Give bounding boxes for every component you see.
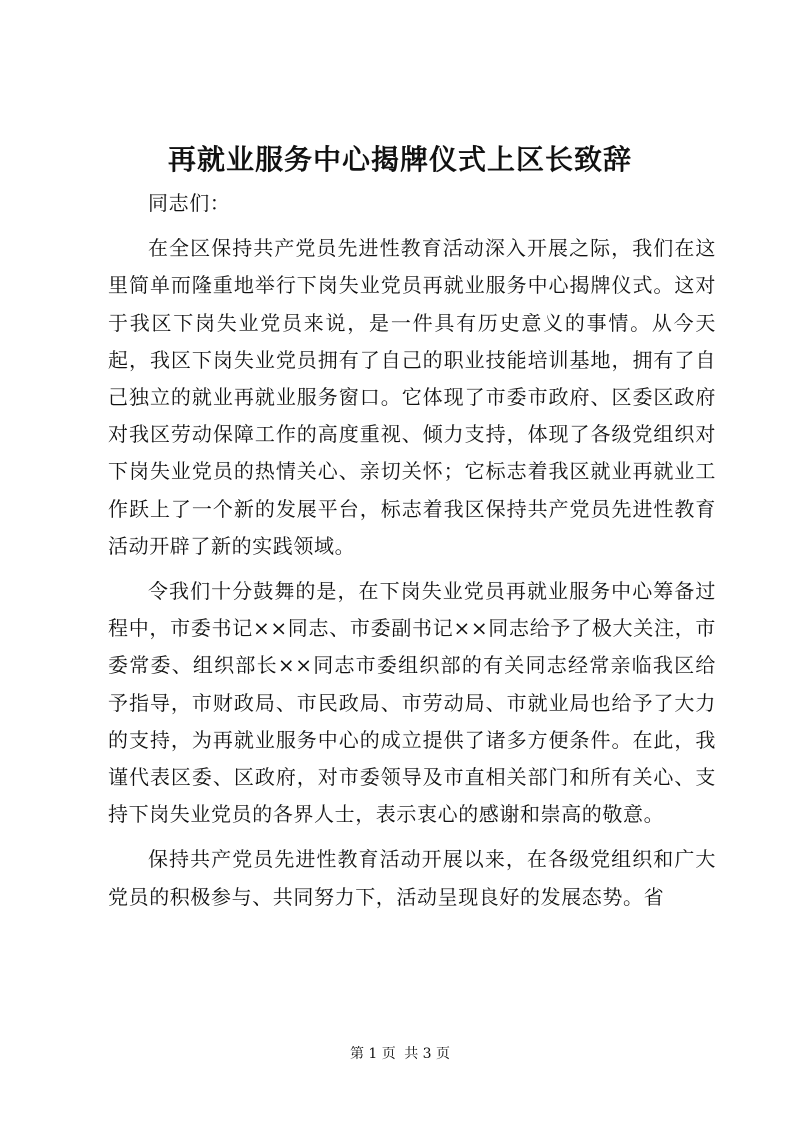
page-total: 共 3 页 — [404, 1046, 451, 1062]
salutation: 同志们： — [148, 191, 231, 215]
page-number: 第 1 页 — [349, 1046, 396, 1062]
paragraph-1: 在全区保持共产党员先进性教育活动深入开展之际，我们在这里简单而隆重地举行下岗失业党员再就业服务中心揭牌仪式。这对于我区下岗失业党员来说，是一件具有历史意义的事情。从今天起，我区下岗失业党员拥有了自己的职业技能培训基地，拥有了自己独立的就业再就业服务窗口。它体现了市委市政府、区委区政府对我区劳动保障工作的高度重视、倾力支持，体现了各级党组织对下岗失业党员的热情关心、亲切关怀；它标志着我区就业再就业工作跃上了一个新的发展平台，标志着我区保持共产党员先进性教育活动开辟了新的实践领域。 — [108, 236, 716, 558]
page-footer — [0, 1044, 800, 1064]
paragraph-3: 保持共产党员先进性教育活动开展以来，在各级党组织和广大党员的积极参与、共同努力下，活动呈现良好的发展态势。省 — [108, 847, 716, 909]
document-title: 再就业服务中心揭牌仪式上区长致辞 — [167, 143, 632, 176]
paragraph-2: 令我们十分鼓舞的是，在下岗失业党员再就业服务中心筹备过程中，市委书记××同志、市委副书记××同志给予了极大关注，市委常委、组织部长××同志市委组织部的有关同志经常亲临我区给予指导，市财政局、市民政局、市劳动局、市就业局也给予了大力的支持，为再就业服务中心的成立提供了诸多方便条件。在此，我谨代表区委、区政府，对市委领导及市直相关部门和所有关心、支持下岗失业党员的各界人士，表示衷心的感谢和崇高的敬意。 — [108, 579, 716, 827]
document-body — [108, 185, 716, 916]
